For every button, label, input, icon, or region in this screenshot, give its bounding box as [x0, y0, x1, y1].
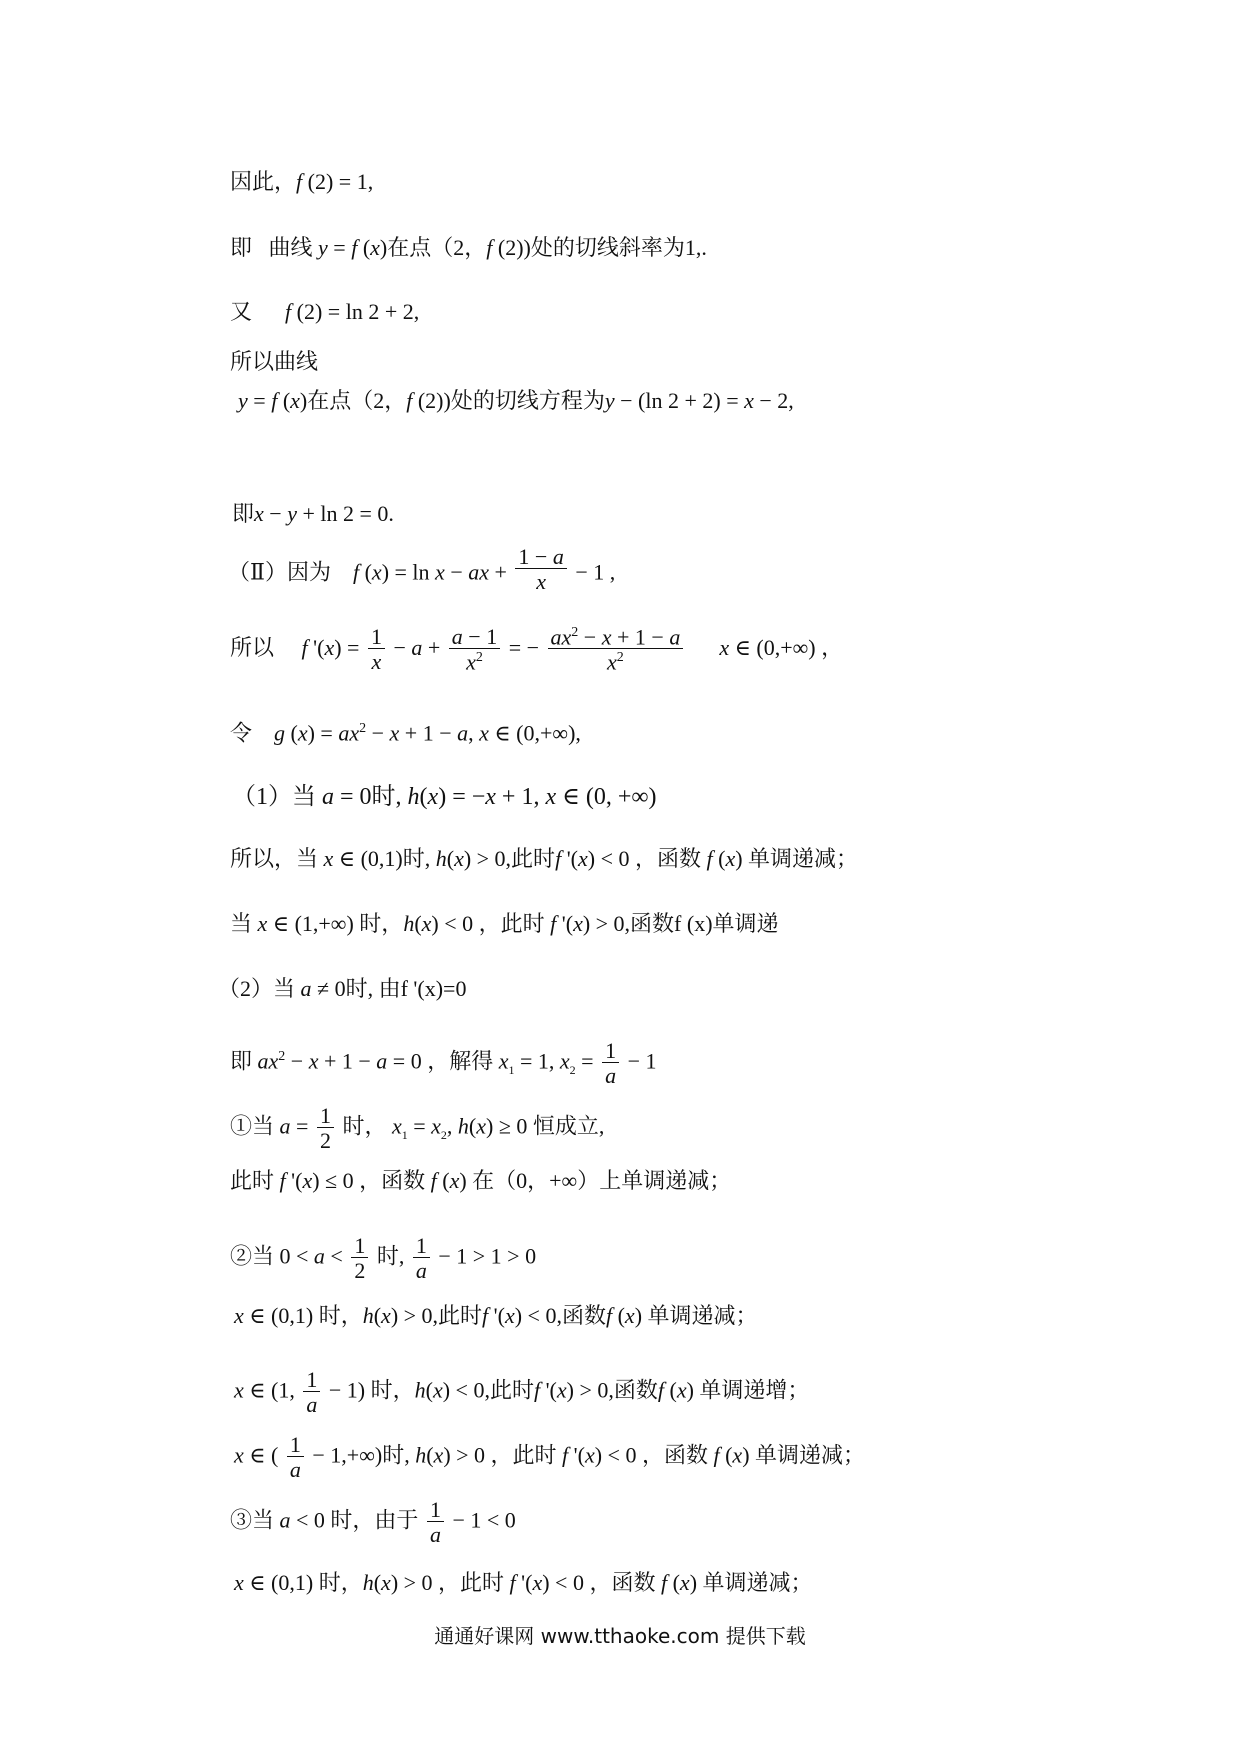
- line-12: 当 x ∈ (1,+∞) 时，h(x) < 0 ，此时 f '(x) > 0,函数f (x)单调递: [230, 911, 779, 936]
- line-5: y = f (x)在点（2，f (2))处的切线方程为y − (ln 2 + 2) = x − 2,: [238, 388, 794, 413]
- line-6: 即x − y + ln 2 = 0.: [232, 501, 394, 526]
- page-footer: 通通好课网 www.tthaoke.com 提供下载: [434, 1624, 806, 1648]
- line-14: 即 $ax^2 - x + 1 - a = 0$ ，解得 $x_1 = 1$, $x_2$ = $\frac{1}{a}$ − 1: [230, 1038, 657, 1088]
- line-1: 因此，f (2) = 1,: [230, 169, 374, 194]
- line-15: ①当 a = $\frac{1}{2}$ 时， $x_1 = x_2$, h(x) ≥ 0 恒成立,: [230, 1103, 605, 1153]
- line-19: x ∈ (1, $\frac{1}{a}$ − 1) 时，h(x) < 0,此时f '(x) > 0,函数f (x) 单调递增；: [234, 1367, 810, 1417]
- line-8: 所以 f '(x) = $\frac{1}{x}$ − a + $\frac{a - 1}{x^2}$ = − $\frac{ax^2 - x + 1 - a}{x^2}$ x ∈ (0,+∞) ，: [230, 624, 844, 675]
- line-9: 令 g $(x) = ax^2 - x + 1 - a$, x ∈ (0,+∞),: [230, 720, 581, 746]
- line-13: （2）当 a ≠ 0时, 由f '(x)=0: [218, 976, 467, 1001]
- line-3: 又 f (2) = ln 2 + 2,: [230, 299, 420, 324]
- line-21: ③当 a < 0 时，由于 $\frac{1}{a}$ − 1 < 0: [230, 1497, 516, 1547]
- line-18: x ∈ (0,1) 时，h(x) > 0,此时f '(x) < 0,函数f (x) 单调递减；: [234, 1303, 758, 1328]
- line-11: 所以，当 x ∈ (0,1)时, h(x) > 0,此时f '(x) < 0 ，函数 f (x) 单调递减；: [230, 846, 859, 871]
- line-20: x ∈ ( $\frac{1}{a}$ − 1,+∞)时, h(x) > 0 ，此时 f '(x) < 0 ，函数 f (x) 单调递减；: [234, 1432, 866, 1482]
- line-2: 即 曲线 y = f (x)在点（2，f (2))处的切线斜率为1,.: [230, 235, 707, 260]
- line-17: ②当 0 < a < $\frac{1}{2}$ 时, $\frac{1}{a}$ − 1 > 1 > 0: [230, 1233, 537, 1283]
- line-4: 所以曲线: [230, 349, 319, 374]
- line-22: x ∈ (0,1) 时，h(x) > 0 ，此时 f '(x) < 0 ，函数 f (x) 单调递减；: [234, 1570, 813, 1595]
- line-10: （1）当 a = 0时, h(x) = −x + 1, x ∈ (0, +∞): [232, 784, 657, 810]
- line-7: （Ⅱ）因为 f (x) = ln x − ax + $\frac{1 - a}{x}$ − 1 ,: [228, 544, 616, 594]
- line-16: 此时 f '(x) ≤ 0 ，函数 f (x) 在（0，+∞）上单调递减；: [230, 1168, 732, 1193]
